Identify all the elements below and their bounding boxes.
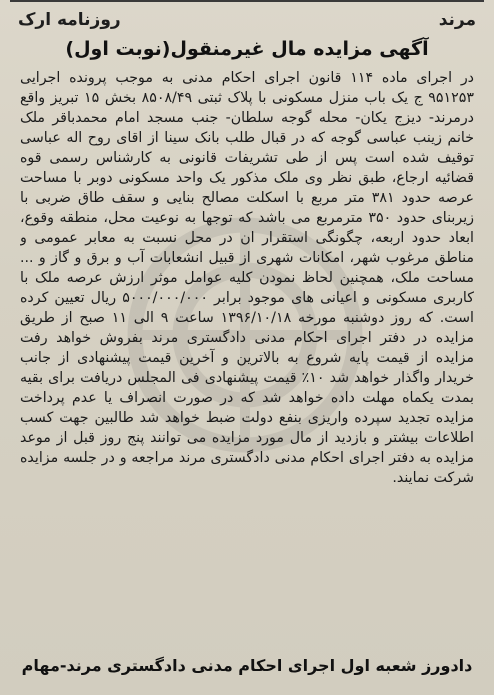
city-name: مرند (438, 10, 476, 30)
clipping-header (18, 10, 476, 36)
notice-signature: دادورز شعبه اول اجرای احکام مدنی دادگستری مرند-مهام (21, 656, 473, 675)
newspaper-name: روزنامه ارک (18, 10, 121, 30)
notice-title: آگهی مزایده مال غیرمنقول(نوبت اول) (65, 38, 429, 60)
top-rule (10, 0, 484, 2)
notice-body: در اجرای ماده ۱۱۴ قانون اجرای احکام مدنی به موجب پرونده اجرایی ۹۵۱۲۵۳ ج یک باب منزل مسکونی با پلاک ثبتی ۸۵۰۸/۴۹ بخش ۱۵ تبریز واقع درمرند- دیزج یکان- محله گوجه سلطان- جنب مسجد امام محمدباقر ملک خانم زینب عباسی گوجه که در قبال طلب بانک سینا از اقای روح اله عباسی توقیف شده است پس از طی تشریفات قانونی به کارشناس رسمی قوه قضائیه ارجاع، طبق نظر وی ملک مذکور یک واحد مسکونی دوبر با مساحت عرصه حدود ۳۸۱ متر مربع با اسکلت مصالح بنایی و سقف طاق ضربی با زیربنای حدود ۳۵۰ مترمربع می باشد که توجها به نوعیت محل، منطقه وقوع، ابعاد حدود اربعه، چگونگی استقرار ان در محل نسبت به معابر عمومی و مناطق مرغوب شهر، امکانات شهری از قبیل انشعابات آب و برق و گاز و ... مساحت ملک، همچنین لحاظ نمودن کلیه عوامل موثر ارزش عرصه ملک با کاربری مسکونی و اعیانی های موجود برابر ۵۰۰۰/۰۰۰/۰۰۰ ریال تعیین کرده است. که روز دوشنبه مورخه ۱۳۹۶/۱۰/۱۸ ساعت ۹ الی ۱۱ صبح از طریق مزایده در دفتر اجرای احکام مدنی دادگستری مرند بفروش خواهد رفت مزایده از قیمت پایه شروع به بالاترین و آخرین قیمت پیشنهادی از جانب خریدار واگذار خواهد شد ۱۰٪ قیمت پیشنهادی فی المجلس دریافت برای بقیه بمدت یکماه مهلت داده خواهد شد که در صورت انصراف یا عدم پرداخت مزایده تجدید سپرده واریزی بنفع دولت ضبط خواهد شد طالبین جهت کسب اطلاعات بیشتر و بازدید از مال مورد مزایده می توانند پنج روز قبل از موعد مزایده به دفتر اجرای احکام مدنی دادگستری مرند مراجعه و در جلسه مزایده شرکت نمایند. (20, 70, 474, 486)
